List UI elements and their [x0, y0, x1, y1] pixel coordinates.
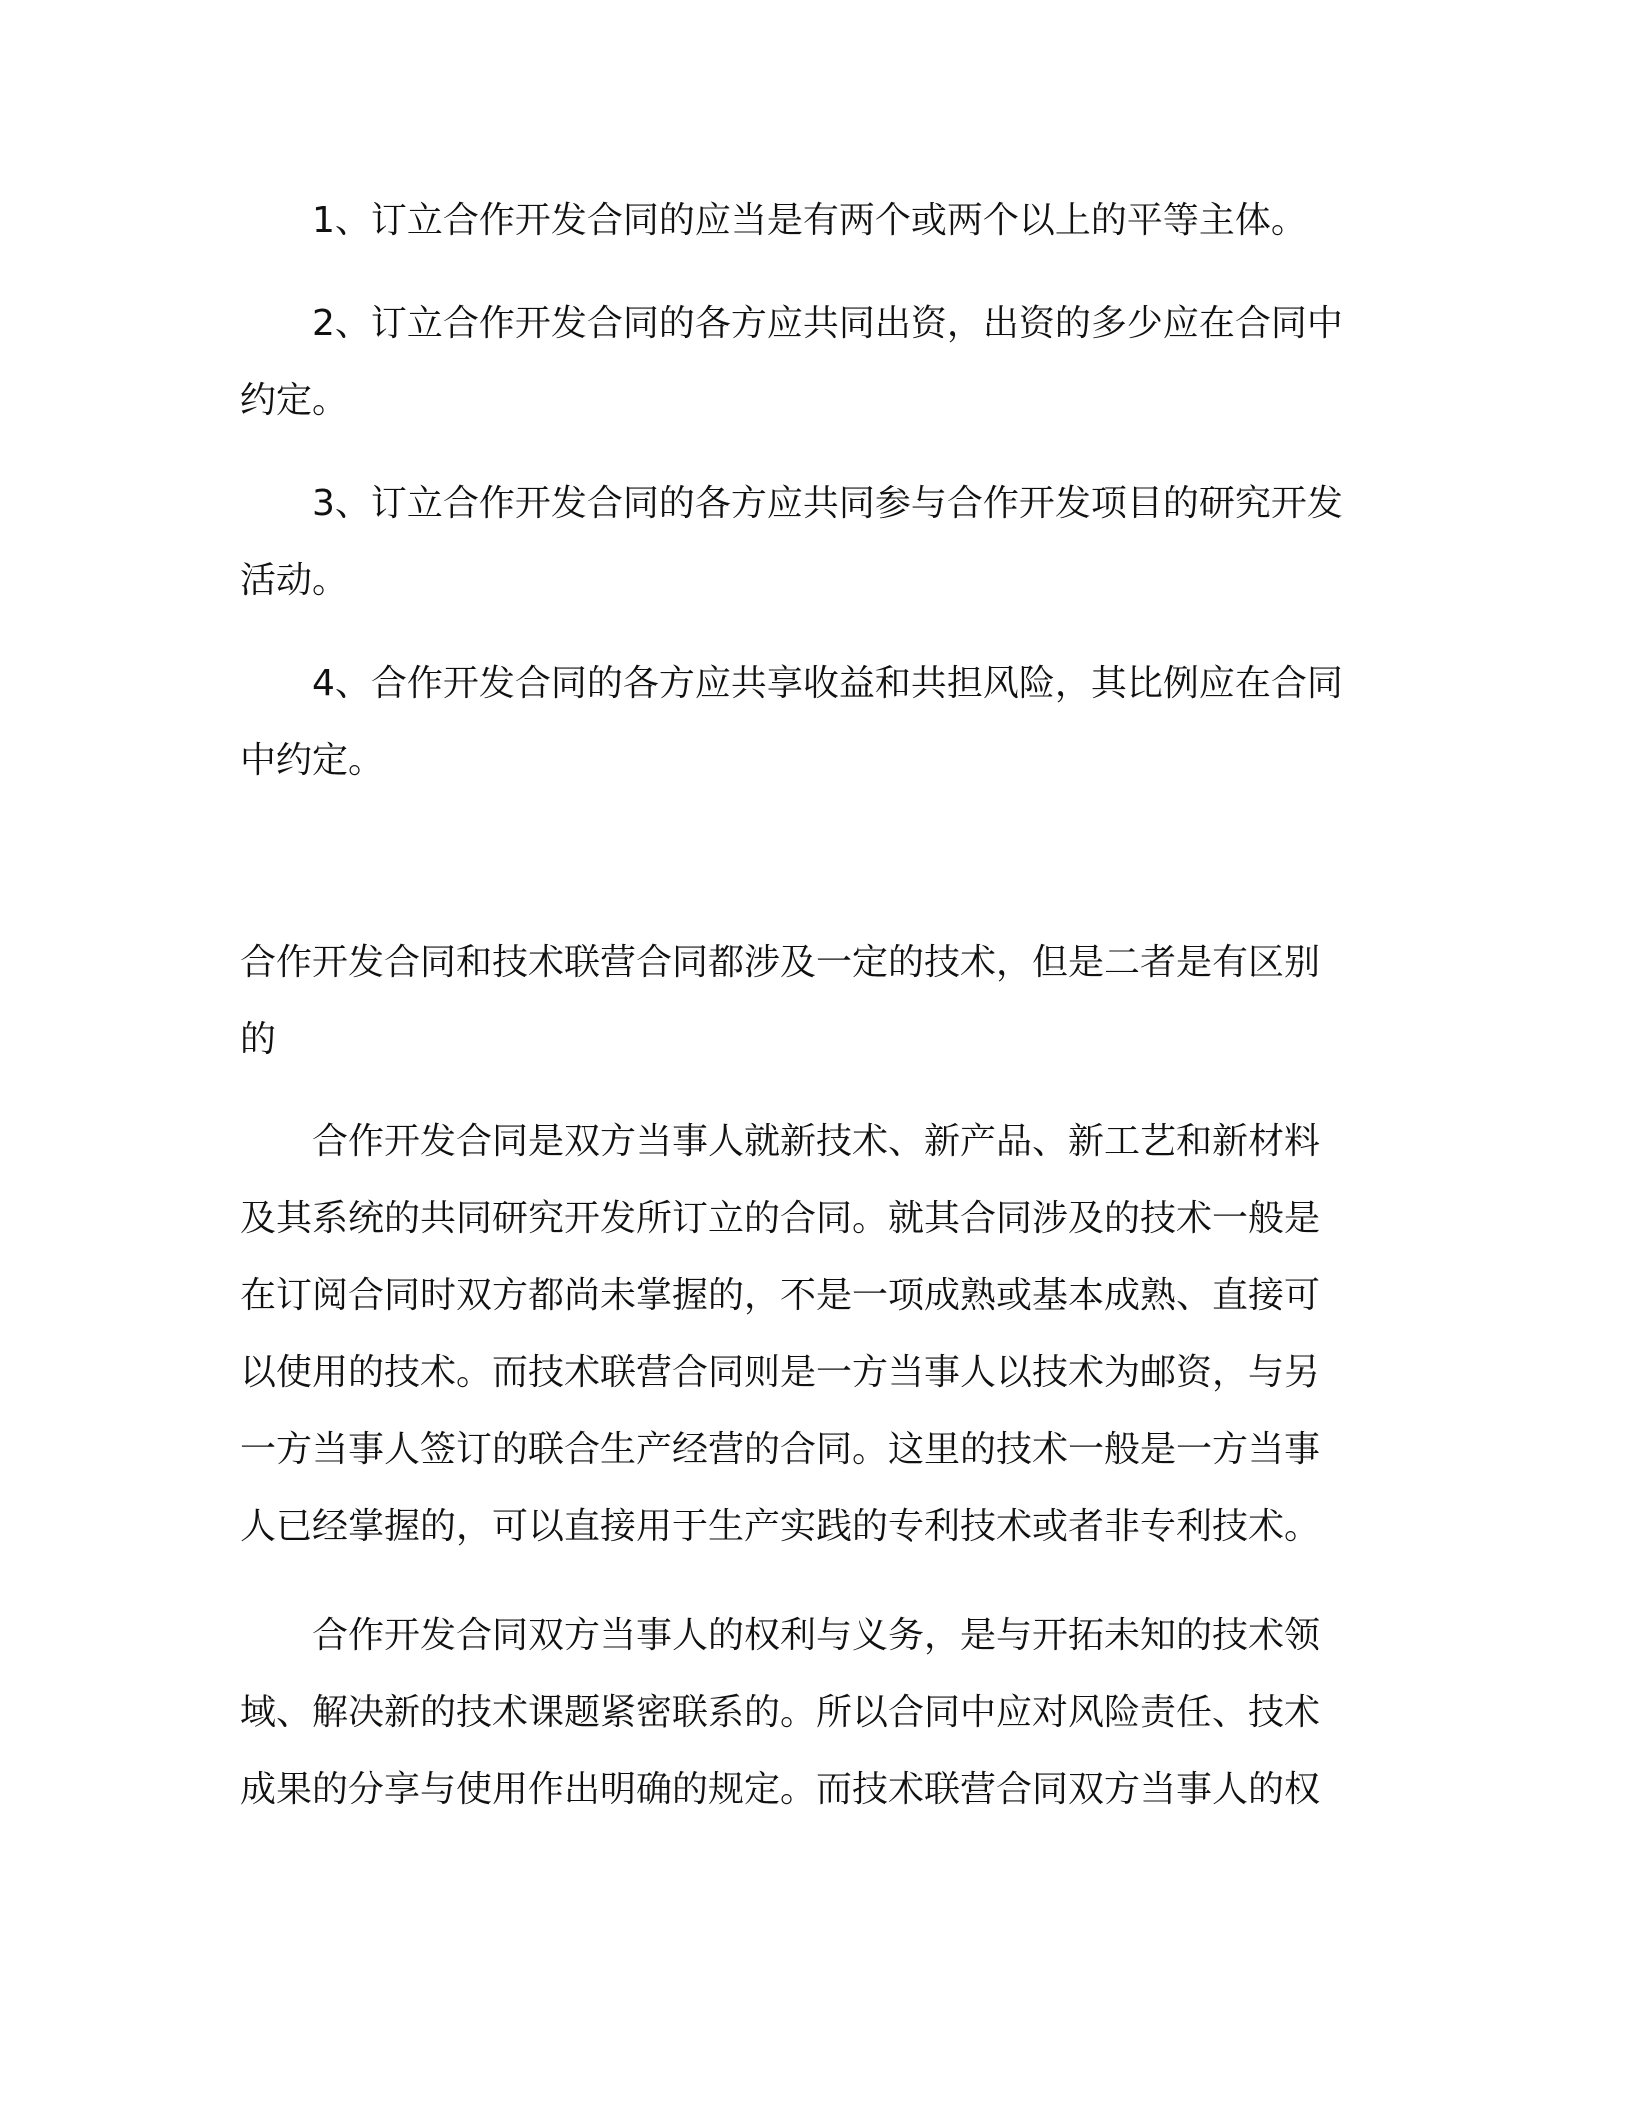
list-item-1: 1、订立合作开发合同的应当是有两个或两个以上的平等主体。 [312, 200, 1307, 241]
list-item-2: 2、订立合作开发合同的各方应共同出资，出资的多少应在合同中 约定。 [240, 303, 1343, 421]
body-paragraph-1: 合作开发合同是双方当事人就新技术、新产品、新工艺和新材料 及其系统的共同研究开发所订立的合同。就其合同涉及的技术一般是 在订阅合同时双方都尚未掌握的，不是一项成熟或基本成熟、直接可 以使用的技术。而技术联营合同则是一方当事人以技术为邮资，与另 一方当事人签订的联合生产经营的合同。这里的技术一般是一方当事 人已经掌握的，可以直接用于生产实践的专利技术或者非专利技术。 [240, 1121, 1321, 1547]
list-item-4: 4、合作开发合同的各方应共享收益和共担风险，其比例应在合同 中约定。 [240, 663, 1343, 781]
body-paragraph-2: 合作开发合同双方当事人的权利与义务，是与开拓未知的技术领 域、解决新的技术课题紧密联系的。所以合同中应对风险责任、技术 成果的分享与使用作出明确的规定。而技术联营合同双方当事人的权 [240, 1615, 1321, 1810]
list-item-3: 3、订立合作开发合同的各方应共同参与合作开发项目的研究开发 活动。 [240, 483, 1343, 601]
section-heading: 合作开发合同和技术联营合同都涉及一定的技术，但是二者是有区别 的 [240, 942, 1321, 1060]
